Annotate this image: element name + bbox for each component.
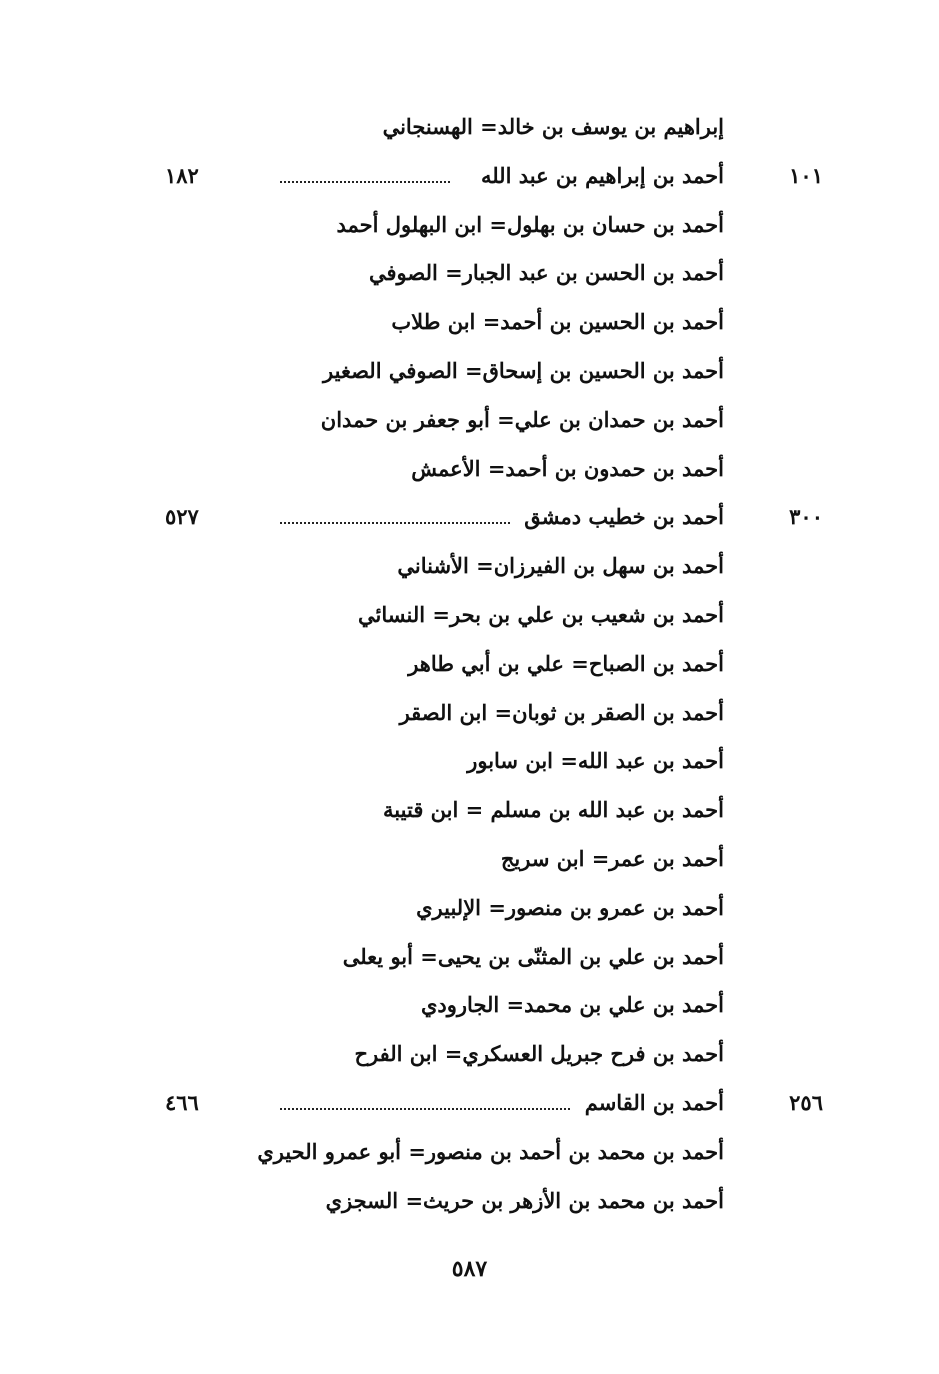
entry-name: أحمد بن محمد بن الأزهر بن حريث= السجزي	[325, 1187, 724, 1213]
entry-name: أحمد بن الصقر بن ثوبان= ابن الصقر	[399, 699, 724, 725]
index-entry	[0, 692, 939, 741]
dot-leader	[280, 500, 510, 534]
entry-name: أحمد بن عمرو بن منصور= الإلبيري	[416, 894, 724, 920]
index-entry	[0, 643, 939, 692]
entry-number: ٣٠٠	[789, 504, 823, 530]
entry-page-reference: ١٨٢	[165, 162, 199, 188]
entry-name: أحمد بن عبد الله بن مسلم = ابن قتيبة	[383, 797, 724, 823]
entry-name: أحمد بن فرح جبريل العسكري= ابن الفرح	[354, 1041, 724, 1067]
entry-name: أحمد بن حسان بن بهلول= ابن البهلول أحمد	[336, 211, 724, 237]
entry-name: أحمد بن علي بن المثنّى بن يحيى= أبو يعلى	[342, 943, 724, 969]
index-entry	[0, 594, 939, 643]
index-entry	[0, 545, 939, 594]
dot-leader	[280, 1086, 570, 1120]
index-entry	[0, 740, 939, 789]
entry-name: أحمد بن الحسين بن أحمد= ابن طلاب	[391, 309, 724, 335]
index-entries	[0, 106, 939, 1228]
entry-name: أحمد بن إبراهيم بن عبد الله	[480, 162, 724, 188]
entry-name: أحمد بن الحسين بن إسحاق= الصوفي الصغير	[323, 357, 724, 383]
index-entry	[0, 789, 939, 838]
entry-name: أحمد بن خطيب دمشق	[524, 504, 724, 530]
index-entry	[0, 496, 939, 545]
index-entry	[0, 1082, 939, 1131]
page-number: ٥٨٧	[451, 1256, 488, 1282]
index-entry	[0, 204, 939, 253]
index-entry	[0, 984, 939, 1033]
entry-page-reference: ٤٦٦	[165, 1089, 199, 1115]
entry-page-reference: ٥٢٧	[165, 504, 199, 530]
index-entry	[0, 252, 939, 301]
index-entry	[0, 1131, 939, 1180]
entry-name: أحمد بن عمر= ابن سريج	[500, 845, 724, 871]
index-entry	[0, 1033, 939, 1082]
index-entry	[0, 448, 939, 497]
index-entry	[0, 301, 939, 350]
index-entry	[0, 155, 939, 204]
entry-name: أحمد بن محمد بن أحمد بن منصور= أبو عمرو الحيري	[257, 1138, 724, 1164]
entry-name: أحمد بن حمدون بن أحمد= الأعمش	[411, 455, 724, 481]
index-entry	[0, 936, 939, 985]
dot-leader	[280, 159, 450, 193]
entry-name: أحمد بن الصباح= علي بن أبي طاهر	[408, 650, 724, 676]
entry-number: ١٠١	[789, 162, 823, 188]
entry-name: أحمد بن الحسن بن عبد الجبار= الصوفي	[368, 260, 724, 286]
entry-name: أحمد بن عبد الله= ابن سابور	[467, 748, 724, 774]
index-entry	[0, 1180, 939, 1229]
entry-number: ٢٥٦	[789, 1089, 823, 1115]
entry-name: أحمد بن علي بن محمد= الجارودي	[420, 992, 724, 1018]
entry-name: إبراهيم بن يوسف بن خالد= الهسنجاني	[382, 114, 724, 139]
entry-name: أحمد بن سهل بن الفيرزان= الأشناني	[397, 553, 724, 579]
index-entry	[0, 838, 939, 887]
index-entry	[0, 399, 939, 448]
entry-name: أحمد بن شعيب بن علي بن بحر= النسائي	[358, 601, 724, 627]
index-entry	[0, 887, 939, 936]
entry-name: أحمد بن القاسم	[584, 1089, 724, 1115]
index-entry	[0, 350, 939, 399]
entry-name: أحمد بن حمدان بن علي= أبو جعفر بن حمدان	[320, 406, 724, 432]
index-entry	[0, 106, 939, 155]
